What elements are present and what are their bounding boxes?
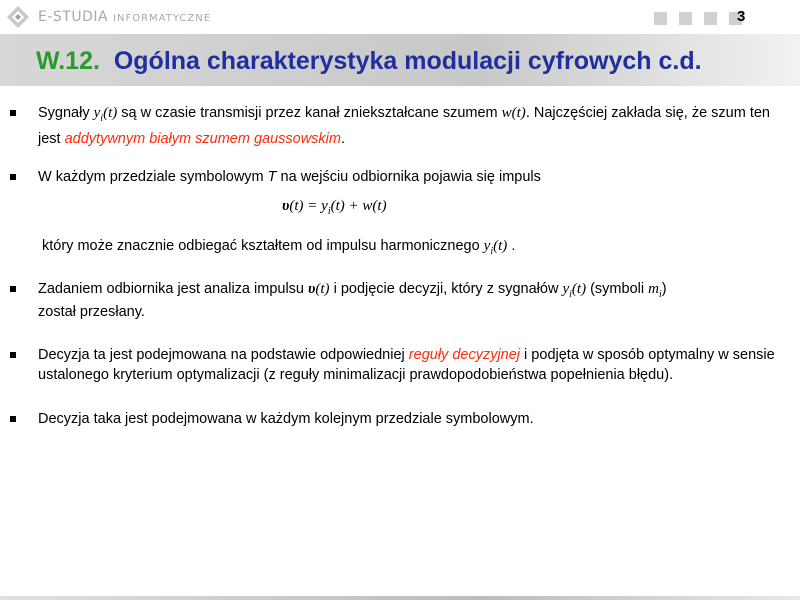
logo-text: [38, 9, 211, 25]
logo-text-sub: INFORMATYCZNE: [113, 13, 212, 24]
text-run: na wejściu odbiornika pojawia się impuls: [276, 169, 541, 185]
math-w-t: w(t): [362, 198, 387, 214]
symbol-T: T: [267, 169, 277, 185]
text-run: który może znacznie odbiegać kształtem od impulsu harmonicznego: [42, 238, 484, 254]
bullet-5-text: Decyzja taka jest podejmowana w każdym kolejnym przedziale symbolowym.: [38, 411, 534, 427]
text-run: ): [661, 281, 667, 297]
text-run: są w czasie transmisji przez kanał zniekształcane szumem: [117, 105, 502, 121]
math-y: $y_i(t)$: [321, 198, 345, 217]
math-y: $y_i(t)$: [93, 105, 118, 124]
math-v: υ: [308, 281, 316, 297]
text-run: Zadaniem odbiornika jest analiza impulsu: [38, 281, 309, 297]
bullet-2-continuation: [42, 236, 787, 262]
text-run: .: [511, 238, 516, 254]
bullet-2-text: [38, 167, 783, 187]
bullet-marker: [10, 416, 16, 422]
bullet-marker: [10, 286, 16, 292]
square-1: [654, 12, 667, 25]
math-paren: (t): [289, 198, 304, 214]
title-number: W.12.: [36, 47, 100, 75]
text-run: (symboli: [586, 281, 649, 297]
text-run: .: [340, 131, 346, 147]
math-m: $m_i$: [648, 281, 662, 300]
text-run: Decyzja ta jest podejmowana na podstawie odpowiedniej: [38, 347, 409, 363]
text-run: Sygnały: [38, 105, 94, 121]
math-y: $y_i(t)$: [562, 281, 587, 300]
square-3: [704, 12, 717, 25]
highlight-decision-rule: reguły decyzyjnej: [408, 347, 521, 363]
bullet-marker: [10, 174, 16, 180]
text-run: W każdym przedziale symbolowym: [38, 169, 268, 185]
math-eq: =: [303, 198, 322, 214]
slide-title: [36, 47, 702, 76]
text-run: i podjęta w sposób optymalny w sensie ustalonego kryterium optymalizacji (z reguły minimalizacji prawdopodobieństwa popełnienia błędu).: [38, 347, 775, 383]
bullet-4-text: [38, 345, 783, 385]
math-paren: (t): [315, 281, 330, 297]
bullet-marker: [10, 352, 16, 358]
text-run: i podjęcie decyzji, który z sygnałów: [329, 281, 563, 297]
math-v: υ: [282, 198, 290, 214]
math-plus: +: [344, 198, 363, 214]
math-w-t: w(t): [501, 105, 526, 121]
bullet-1-text: [38, 103, 783, 149]
bottom-bar: [0, 596, 800, 600]
math-y: $y_i(t)$: [483, 238, 508, 257]
text-run: . Najczęściej zakłada się, że szum ten jest: [38, 105, 770, 147]
logo-icon: [6, 5, 30, 29]
page-number: 3: [737, 8, 746, 25]
title-text: Ogólna charakterystyka modulacji cyfrowych c.d.: [113, 47, 702, 75]
formula: [282, 196, 387, 222]
bullet-3-continuation: został przesłany.: [38, 304, 145, 320]
logo: [6, 5, 246, 31]
bullet-marker: [10, 110, 16, 116]
logo-text-main: E-STUDIA: [38, 9, 109, 25]
highlight-noise: addytywnym białym szumem gaussowskim: [64, 131, 341, 147]
square-2: [679, 12, 692, 25]
